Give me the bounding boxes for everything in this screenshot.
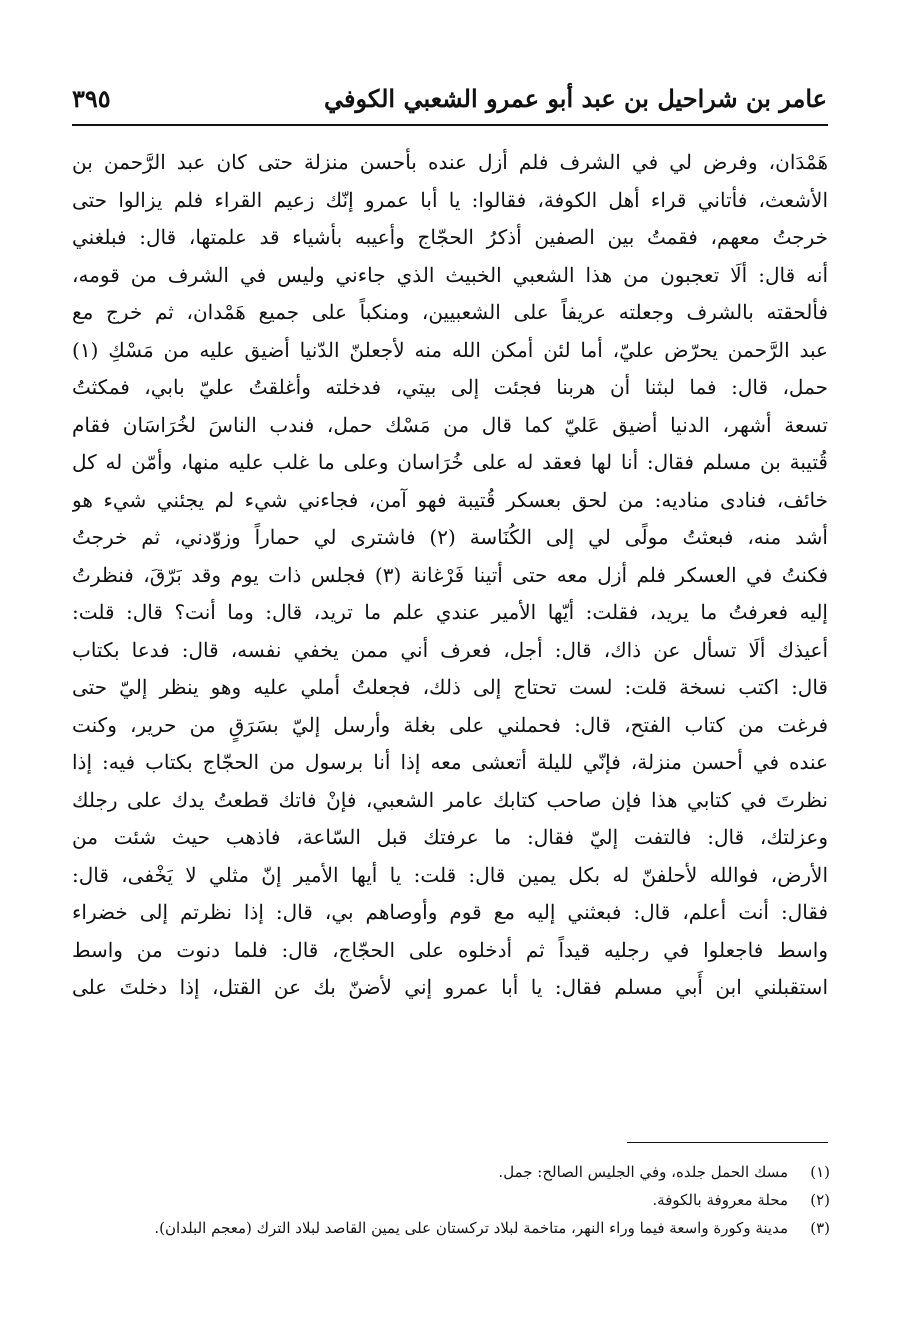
footnote-item	[72, 1216, 830, 1240]
footnote-number: (١)	[810, 1163, 830, 1181]
page-number: ٣٩٥	[72, 84, 111, 113]
text-line: خائف، فنادى مناديه: من لحق بعسكر قُتيبة فهو آمن، فجاءني شيء لم يجئني شيء هو	[72, 487, 828, 512]
footnote-text: مسك الحمل جلده، وفي الجليس الصالح: جمل.	[498, 1163, 788, 1181]
footnote-text: مدينة وكورة واسعة فيما وراء النهر، متاخمة لبلاد تركستان على يمين القاصد لبلاد الترك (معجم البلدان).	[154, 1219, 788, 1237]
running-title: عامر بن شراحيل بن عبد أبو عمرو الشعبي الكوفي	[323, 84, 827, 113]
page-header	[72, 80, 827, 122]
text-line: حمل، قال: فما لبثنا أن هربنا فجئت إلى بيتي، فدخلته وأغلقتُ عليّ بابي، فمكثتُ	[72, 375, 828, 399]
footnote-item	[72, 1188, 830, 1212]
text-line: فقال: أنت أعلم، قال: فبعثني إليه مع قوم وأوصاهم بي، قال: إذا نظرتم إلى خضراء	[72, 900, 828, 924]
text-line: فكنتُ في العسكر فلم أزل معه حتى أتينا فَرْغانة (٣) فجلس ذات يوم وقد بَرّقَ، فنظرتُ	[72, 562, 828, 587]
text-line: تسعة أشهر، الدنيا أضيق عَليّ كما قال من مَسْك حمل، فندب الناسَ لخُرَاسَان فقام	[72, 412, 828, 437]
text-line: واسط فاجعلوا في رجليه قيداً ثم أدخلوه على الحجّاج، قال: فلما دنوت من واسط	[72, 937, 828, 962]
footnotes	[72, 1160, 830, 1244]
text-line: خرجتُ معهم، فقمتُ بين الصفين أذكرُ الحجّاج وأعيبه بأشياء قد علمتها، قال: فبلغني	[72, 225, 828, 249]
text-line: فرغت من كتاب الفتح، قال: فحملني على بغلة وأرسل إليّ بسَرَقٍ من حرير، وكنت	[72, 712, 828, 737]
text-line: استقبلني ابن أَبي مسلم فقال: يا أبا عمرو إني لأضنّ بك عن القتل، إذا دخلتَ على	[72, 975, 828, 999]
header-divider	[72, 124, 828, 126]
text-line: الأرض، فوالله لأحلفنّ له بكل يمين قال: قلت: يا أيها الأمير إنّ مثلي لا يَخْفى، قال:	[72, 862, 828, 887]
text-line: نظرتَ في كتابي هذا فإن صاحب كتابك عامر الشعبي، فإنْ فاتك قطعتُ يدك على رجلك	[72, 787, 828, 812]
footnote-divider	[627, 1142, 828, 1143]
text-line: هَمْدَان، وفرض لي في الشرف فلم أزل عنده بأحسن منزلة حتى كان عبد الرَّحمن بن	[72, 150, 828, 174]
text-line: عبد الرَّحمن يحرّض عليّ، أما لئن أمكن الله منه لأجعلنّ الدّنيا أضيق عليه من مَسْكِ (١)	[72, 337, 828, 362]
main-text	[72, 144, 828, 1007]
text-line: قُتيبة بن مسلم فقال: أنا لها فعقد له على خُرَاسان وعلى ما غلب عليه منها، وأمّن له كل	[72, 450, 828, 474]
text-line: عنده في أحسن منزلة، فإنّي لليلة أتعشى معه إذا أنا برسول من الحجّاج بكتاب فيه: إذا	[72, 750, 828, 774]
footnote-item	[72, 1160, 830, 1184]
text-line: أشد منه، فبعثتُ مولًى لي إلى الكُنَاسة (٢) فاشترى لي حماراً وزوّدني، ثم خرجتُ	[72, 525, 828, 549]
text-line: قال: اكتب نسخة قلت: لست تحتاج إلى ذلك، فجعلتُ أملي عليه وهو ينظر إليّ حتى	[72, 675, 828, 699]
text-line: إليه فعرفتُ ما يريد، فقلت: أيّها الأمير عندي علم ما تريد، قال: وما أنت؟ قال: قلت:	[72, 600, 828, 624]
text-line: فألحقته بالشرف وجعلته عريفاً على الشعبيين، ومنكباً على جميع هَمْدان، ثم خرج مع	[72, 300, 828, 324]
footnote-number: (٢)	[810, 1191, 830, 1209]
text-line: وعزلتك، قال: فالتفت إليّ فقال: ما عرفتك قبل السّاعة، فاذهب حيث شئت من	[72, 825, 828, 849]
text-line: الأشعث، فأتاني قراء أهل الكوفة، فقالوا: يا أبا عمرو إنّك زعيم القراء فلم يزالوا حتى	[72, 187, 828, 212]
footnote-number: (٣)	[810, 1219, 830, 1237]
text-line: أعيذك ألَا تسأل عن ذاك، قال: أجل، فعرف أني ممن يخفي نفسه، قال: فدعا بكتاب	[72, 637, 828, 662]
text-line: أنه قال: ألَا تعجبون من هذا الشعبي الخبيث الذي جاءني وليس في الشرف من قومه،	[72, 262, 828, 287]
footnote-text: محلة معروفة بالكوفة.	[652, 1191, 788, 1209]
